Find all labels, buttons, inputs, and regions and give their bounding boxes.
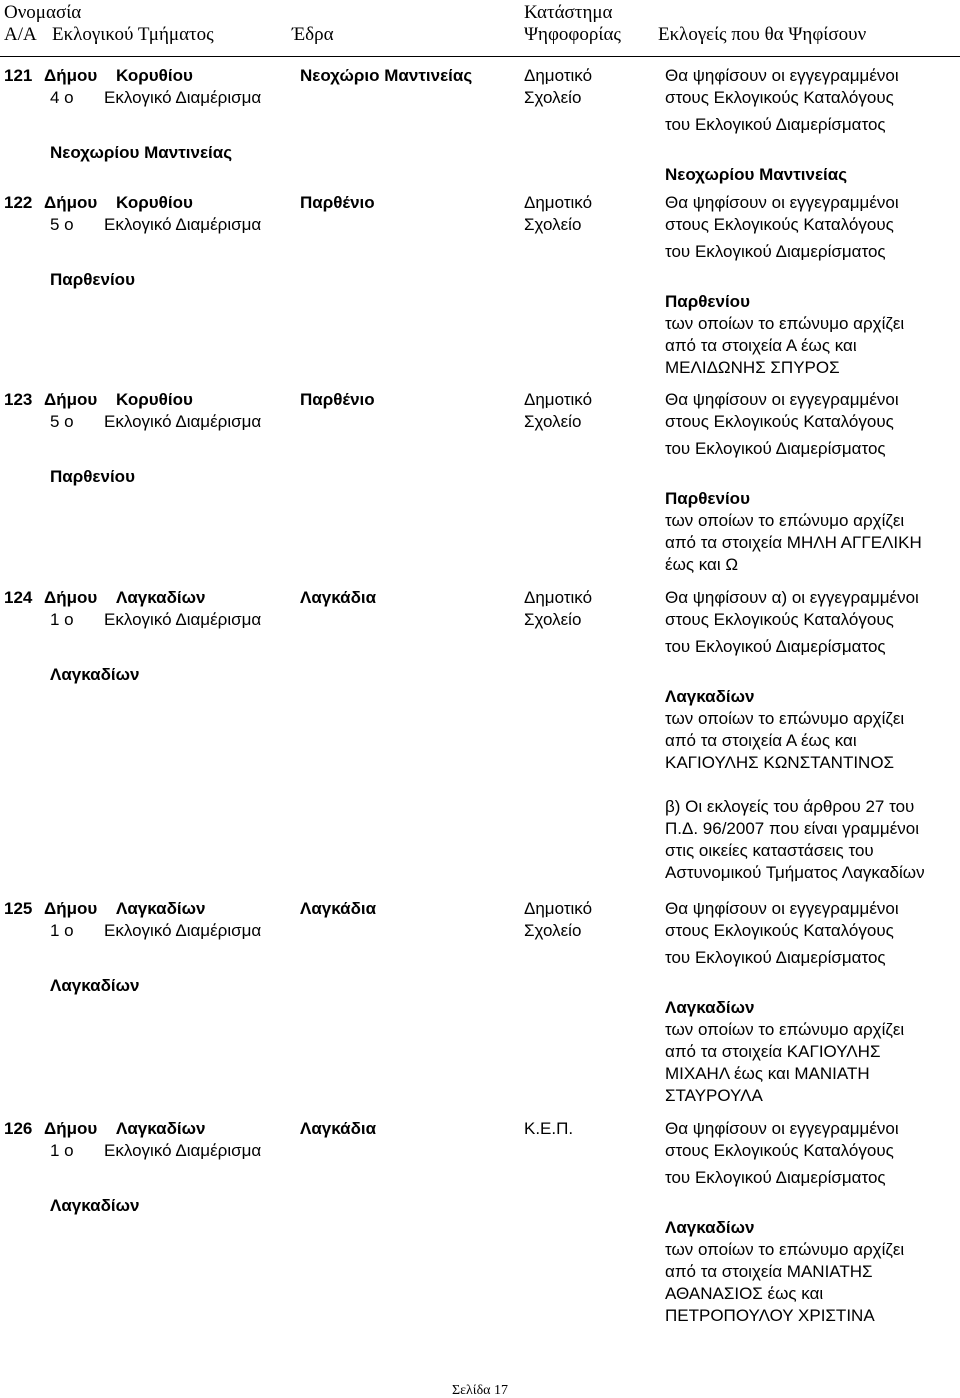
record-section-number: 1 ο	[50, 1141, 74, 1160]
record-voters-line: Θα ψηφίσουν οι εγγεγραμμένοι	[665, 390, 899, 409]
record-section-number: 1 ο	[50, 921, 74, 940]
record-section-name: Λαγκαδίων	[50, 665, 140, 684]
record-section-number: 1 ο	[50, 610, 74, 629]
record-voters-line: ΚΑΓΙΟΥΛΗΣ ΚΩΝΣΤΑΝΤΙΝΟΣ	[665, 753, 895, 772]
record-store-line1: Κ.Ε.Π.	[524, 1119, 574, 1138]
record-voters-line: Παρθενίου	[665, 489, 750, 508]
record-section-name: Λαγκαδίων	[50, 976, 140, 995]
record-seat: Λαγκάδια	[300, 1119, 377, 1138]
record-number: 122	[4, 193, 33, 212]
record-voters-line: Λαγκαδίων	[665, 998, 755, 1017]
record-voters-line: στους Εκλογικούς Καταλόγους	[665, 921, 894, 940]
record-voters-line: από τα στοιχεία ΜΗΛΗ ΑΓΓΕΛΙΚΗ	[665, 533, 922, 552]
record-seat: Παρθένιο	[300, 390, 375, 409]
record-voters-line: έως και Ω	[665, 555, 739, 574]
record-store-line2: Σχολείο	[524, 610, 582, 629]
record-voters-line: στους Εκλογικούς Καταλόγους	[665, 1141, 894, 1160]
header-voters: Εκλογείς που θα Ψηφίσουν	[658, 24, 867, 45]
record-seat: Νεοχώριο Μαντινείας	[300, 66, 473, 85]
record-voters-line: στους Εκλογικούς Καταλόγους	[665, 412, 894, 431]
record-voters-line: Παρθενίου	[665, 292, 750, 311]
record-dimou: Δήμου	[44, 66, 98, 85]
record-voters-line: των οποίων το επώνυμο αρχίζει	[665, 1020, 905, 1039]
record-voters-line: στις οικείες καταστάσεις του	[665, 841, 874, 860]
record-number: 121	[4, 66, 33, 85]
record-voters-line: του Εκλογικού Διαμερίσματος	[665, 1168, 886, 1187]
record-store-line1: Δημοτικό	[524, 193, 593, 212]
record-number: 124	[4, 588, 33, 607]
record-section-label: Εκλογικό Διαμέρισμα	[104, 1141, 262, 1160]
record-seat: Λαγκάδια	[300, 588, 377, 607]
record-voters-line: του Εκλογικού Διαμερίσματος	[665, 637, 886, 656]
header-seat: Έδρα	[292, 24, 334, 45]
record-section-name: Νεοχωρίου Μαντινείας	[50, 143, 233, 162]
record-voters-line: ΑΘΑΝΑΣΙΟΣ έως και	[665, 1284, 824, 1303]
record-voters-line: ΠΕΤΡΟΠΟΥΛΟΥ ΧΡΙΣΤΙΝΑ	[665, 1306, 875, 1325]
record-store-line2: Σχολείο	[524, 412, 582, 431]
record-voters-line: ΜΙΧΑΗΛ έως και ΜΑΝΙΑΤΗ	[665, 1064, 870, 1083]
record-municipality: Λαγκαδίων	[116, 588, 206, 607]
record-dimou: Δήμου	[44, 193, 98, 212]
header-name-line2: Εκλογικού Τμήματος	[52, 24, 214, 45]
record-voters-line: στους Εκλογικούς Καταλόγους	[665, 215, 894, 234]
header-divider	[0, 56, 960, 57]
record-voters-line: Λαγκαδίων	[665, 687, 755, 706]
record-voters-line: Αστυνομικού Τμήματος Λαγκαδίων	[665, 863, 925, 882]
record-voters-line: Θα ψηφίσουν οι εγγεγραμμένοι	[665, 1119, 899, 1138]
record-dimou: Δήμου	[44, 588, 98, 607]
record-municipality: Λαγκαδίων	[116, 1119, 206, 1138]
record-number: 123	[4, 390, 33, 409]
record-store-line1: Δημοτικό	[524, 588, 593, 607]
header-name-line1: Ονομασία	[4, 2, 82, 23]
record-section-label: Εκλογικό Διαμέρισμα	[104, 610, 262, 629]
record-voters-line: του Εκλογικού Διαμερίσματος	[665, 948, 886, 967]
record-voters-line: του Εκλογικού Διαμερίσματος	[665, 439, 886, 458]
record-seat: Παρθένιο	[300, 193, 375, 212]
record-voters-line: από τα στοιχεία Α έως και	[665, 336, 857, 355]
record-store-line2: Σχολείο	[524, 88, 582, 107]
record-section-label: Εκλογικό Διαμέρισμα	[104, 88, 262, 107]
header-store-line1: Κατάστημα	[524, 2, 613, 23]
record-voters-line: των οποίων το επώνυμο αρχίζει	[665, 1240, 905, 1259]
record-voters-line: των οποίων το επώνυμο αρχίζει	[665, 511, 905, 530]
record-voters-line: ΜΕΛΙΔΩΝΗΣ ΣΠΥΡΟΣ	[665, 358, 840, 377]
record-section-number: 4 ο	[50, 88, 74, 107]
record-voters-line: από τα στοιχεία Α έως και	[665, 731, 857, 750]
header-aa: Α/Α	[4, 24, 37, 45]
record-voters-line: των οποίων το επώνυμο αρχίζει	[665, 314, 905, 333]
record-voters-line: Π.Δ. 96/2007 που είναι γραμμένοι	[665, 819, 920, 838]
record-store-line1: Δημοτικό	[524, 66, 593, 85]
record-dimou: Δήμου	[44, 899, 98, 918]
record-store-line1: Δημοτικό	[524, 390, 593, 409]
record-voters-line: Θα ψηφίσουν οι εγγεγραμμένοι	[665, 193, 899, 212]
page-number: Σελίδα 17	[451, 1383, 508, 1398]
record-voters-line: του Εκλογικού Διαμερίσματος	[665, 115, 886, 134]
record-voters-line: του Εκλογικού Διαμερίσματος	[665, 242, 886, 261]
record-voters-line: β) Οι εκλογείς του άρθρου 27 του	[665, 797, 915, 816]
record-section-name: Παρθενίου	[50, 467, 135, 486]
record-section-number: 5 ο	[50, 215, 74, 234]
record-seat: Λαγκάδια	[300, 899, 377, 918]
record-section-label: Εκλογικό Διαμέρισμα	[104, 412, 262, 431]
record-voters-line: Λαγκαδίων	[665, 1218, 755, 1237]
record-municipality: Λαγκαδίων	[116, 899, 206, 918]
record-number: 125	[4, 899, 33, 918]
record-voters-line: Νεοχωρίου Μαντινείας	[665, 165, 848, 184]
record-store-line2: Σχολείο	[524, 921, 582, 940]
header-store-line2: Ψηφοφορίας	[524, 24, 621, 45]
record-store-line1: Δημοτικό	[524, 899, 593, 918]
record-municipality: Κορυθίου	[116, 390, 193, 409]
record-section-name: Λαγκαδίων	[50, 1196, 140, 1215]
record-section-number: 5 ο	[50, 412, 74, 431]
record-voters-line: ΣΤΑΥΡΟΥΛΑ	[665, 1086, 763, 1105]
record-municipality: Κορυθίου	[116, 193, 193, 212]
record-voters-line: στους Εκλογικούς Καταλόγους	[665, 610, 894, 629]
record-voters-line: Θα ψηφίσουν α) οι εγγεγραμμένοι	[665, 588, 919, 607]
record-voters-line: στους Εκλογικούς Καταλόγους	[665, 88, 894, 107]
record-voters-line: των οποίων το επώνυμο αρχίζει	[665, 709, 905, 728]
record-voters-line: από τα στοιχεία ΚΑΓΙΟΥΛΗΣ	[665, 1042, 881, 1061]
record-voters-line: από τα στοιχεία ΜΑΝΙΑΤΗΣ	[665, 1262, 873, 1281]
record-section-label: Εκλογικό Διαμέρισμα	[104, 921, 262, 940]
record-store-line2: Σχολείο	[524, 215, 582, 234]
record-dimou: Δήμου	[44, 1119, 98, 1138]
record-municipality: Κορυθίου	[116, 66, 193, 85]
record-number: 126	[4, 1119, 33, 1138]
record-section-label: Εκλογικό Διαμέρισμα	[104, 215, 262, 234]
record-section-name: Παρθενίου	[50, 270, 135, 289]
record-dimou: Δήμου	[44, 390, 98, 409]
record-voters-line: Θα ψηφίσουν οι εγγεγραμμένοι	[665, 899, 899, 918]
table-header	[0, 0, 960, 48]
record-voters-line: Θα ψηφίσουν οι εγγεγραμμένοι	[665, 66, 899, 85]
